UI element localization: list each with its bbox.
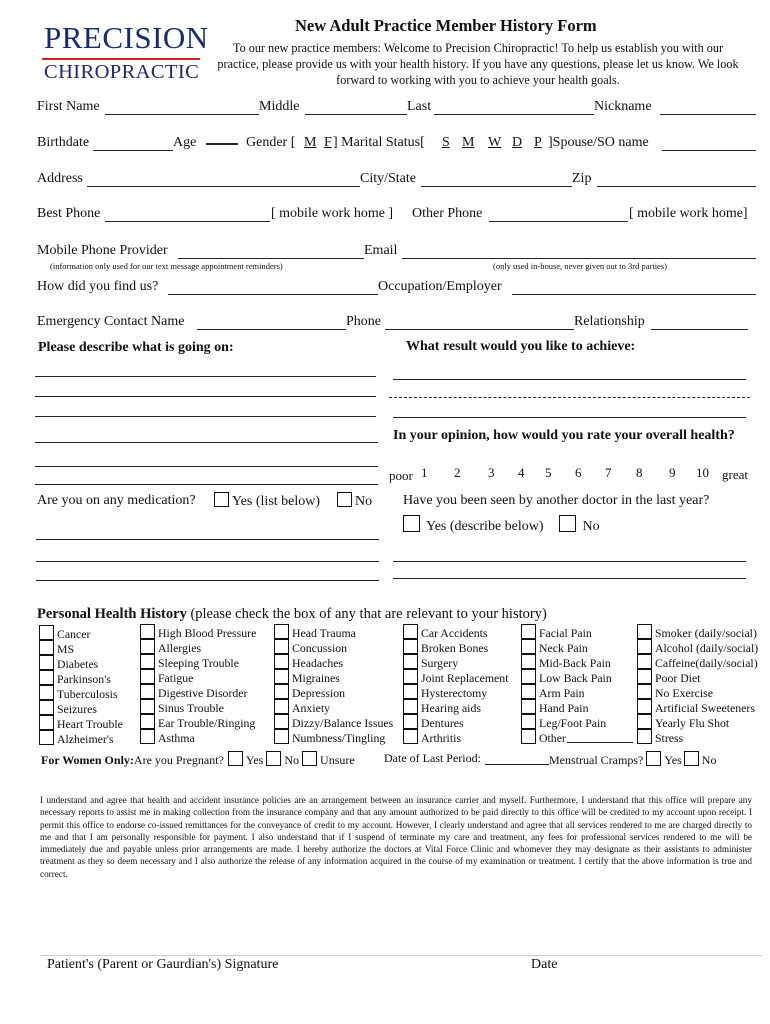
history-item[interactable] <box>39 640 123 655</box>
history-checkbox[interactable] <box>521 669 536 684</box>
rating-poor-label: poor <box>389 468 413 483</box>
emergency-phone-field[interactable] <box>385 329 574 330</box>
history-item[interactable] <box>521 639 612 654</box>
history-item-label: Digestive Disorder <box>158 686 248 700</box>
other-doctor-line[interactable] <box>393 578 746 579</box>
pregnant-yes-label: Yes <box>245 753 264 767</box>
history-item[interactable] <box>39 655 123 670</box>
history-column-4 <box>403 624 508 744</box>
nickname-field[interactable] <box>660 114 756 115</box>
signature-line[interactable] <box>40 955 762 956</box>
history-checkbox[interactable] <box>403 699 418 714</box>
birthdate-label: Birthdate <box>37 135 90 150</box>
history-item-label: Anxiety <box>292 701 331 715</box>
rating-3[interactable]: 3 <box>488 465 495 480</box>
history-item-label: Car Accidents <box>421 626 488 640</box>
history-item[interactable] <box>403 729 508 744</box>
history-item-label: Low Back Pain <box>539 671 612 685</box>
rating-2[interactable]: 2 <box>454 465 461 480</box>
history-checkbox[interactable] <box>274 714 289 729</box>
pregnant-no-label: No <box>284 753 300 767</box>
other-phone-field[interactable] <box>489 221 628 222</box>
middle-label: Middle <box>259 99 300 114</box>
history-item-label: Sinus Trouble <box>158 701 224 715</box>
history-item-label: Hand Pain <box>539 701 589 715</box>
history-checkbox[interactable] <box>39 655 54 670</box>
history-checkbox[interactable] <box>637 714 652 729</box>
history-item[interactable] <box>637 714 758 729</box>
emergency-contact-field[interactable] <box>197 329 346 330</box>
pregnant-unsure-label: Unsure <box>320 753 355 767</box>
history-checkbox[interactable] <box>140 669 155 684</box>
history-checkbox[interactable] <box>521 654 536 669</box>
history-item[interactable] <box>637 639 758 654</box>
other-doctor-no-option[interactable] <box>559 515 600 535</box>
health-history-heading <box>37 606 547 623</box>
spouse-label: ]Spouse/SO name <box>548 135 649 150</box>
rating-6[interactable]: 6 <box>575 465 582 480</box>
email-label: Email <box>364 243 398 258</box>
history-item[interactable] <box>274 684 393 699</box>
history-item-label: Seizures <box>57 702 97 716</box>
women-only-label: For Women Only: <box>41 753 134 767</box>
other-condition-field[interactable] <box>567 742 633 743</box>
history-item-label: Stress <box>655 731 684 745</box>
marital-p-option[interactable]: P <box>534 135 542 150</box>
history-item-label: Dizzy/Balance Issues <box>292 716 394 730</box>
cramps-yes-label: Yes <box>664 753 682 767</box>
logo-precision: PRECISION <box>44 20 209 55</box>
history-checkbox[interactable] <box>403 729 418 744</box>
health-rating-question: In your opinion, how would you rate your overall health? <box>393 428 735 443</box>
address-field[interactable] <box>87 186 360 187</box>
history-item[interactable] <box>140 639 256 654</box>
occupation-field[interactable] <box>512 294 756 295</box>
pregnant-question: Are you Pregnant? <box>133 753 224 767</box>
describe-line[interactable] <box>35 396 376 397</box>
history-item-label: Head Trauma <box>292 626 356 640</box>
cramps-no-label: No <box>701 753 717 767</box>
history-checkbox[interactable] <box>140 684 155 699</box>
history-checkbox[interactable] <box>140 624 155 639</box>
birthdate-field[interactable] <box>93 150 173 151</box>
other-doctor-line[interactable] <box>393 561 746 562</box>
history-item-label: Other <box>539 731 566 745</box>
history-item-label: Arthritis <box>421 731 461 745</box>
email-field[interactable] <box>402 258 756 259</box>
provider-note: (information only used for our text message appointment reminders) <box>50 261 283 271</box>
age-field[interactable] <box>206 143 238 145</box>
history-item-label: Diabetes <box>57 657 99 671</box>
history-item-label: Cancer <box>57 627 91 641</box>
history-item-label: Dentures <box>421 716 464 730</box>
history-checkbox[interactable] <box>274 699 289 714</box>
history-checkbox[interactable] <box>637 624 652 639</box>
history-item[interactable] <box>140 699 256 714</box>
medication-no-label: No <box>355 494 373 509</box>
history-item-label: Arm Pain <box>539 686 585 700</box>
history-item[interactable] <box>521 684 612 699</box>
result-heading: What result would you like to achieve: <box>406 339 636 354</box>
history-checkbox[interactable] <box>140 729 155 744</box>
history-item-label: Caffeine(daily/social) <box>655 656 758 670</box>
history-item[interactable] <box>521 714 612 729</box>
occupation-label: Occupation/Employer <box>378 279 502 294</box>
history-item[interactable] <box>140 654 256 669</box>
marital-s-option[interactable]: S <box>442 135 450 150</box>
relationship-field[interactable] <box>651 329 748 330</box>
history-checkbox[interactable] <box>521 714 536 729</box>
history-item-label: Heart Trouble <box>57 717 123 731</box>
history-item-label: Mid-Back Pain <box>539 656 611 670</box>
history-checkbox[interactable] <box>521 729 536 744</box>
cramps-question: Menstrual Cramps? <box>549 753 644 767</box>
history-item-label: Headaches <box>292 656 344 670</box>
rating-10[interactable]: 10 <box>696 465 709 480</box>
history-item[interactable] <box>274 669 393 684</box>
emergency-phone-label: Phone <box>346 314 381 329</box>
history-checkbox[interactable] <box>274 654 289 669</box>
history-item[interactable] <box>637 699 758 714</box>
history-item[interactable] <box>39 730 123 745</box>
cramps-yes-checkbox[interactable] <box>646 751 661 766</box>
history-checkbox[interactable] <box>403 714 418 729</box>
history-checkbox[interactable] <box>39 625 54 640</box>
history-checkbox[interactable] <box>274 669 289 684</box>
history-checkbox[interactable] <box>39 670 54 685</box>
history-checkbox[interactable] <box>521 684 536 699</box>
medication-no-checkbox[interactable] <box>337 492 352 507</box>
history-item[interactable] <box>140 729 256 744</box>
history-item[interactable] <box>403 624 508 639</box>
history-item-label: High Blood Pressure <box>158 626 257 640</box>
history-item-label: Poor Diet <box>655 671 701 685</box>
find-us-label: How did you find us? <box>37 279 159 294</box>
rating-5[interactable]: 5 <box>545 465 552 480</box>
history-item[interactable] <box>274 714 393 729</box>
history-checkbox[interactable] <box>274 729 289 744</box>
history-item-label: Joint Replacement <box>421 671 509 685</box>
history-checkbox[interactable] <box>274 684 289 699</box>
pregnant-unsure-checkbox[interactable] <box>302 751 317 766</box>
history-item[interactable] <box>274 699 393 714</box>
last-period-field[interactable] <box>485 764 549 765</box>
history-item-label: Asthma <box>158 731 195 745</box>
marital-w-option[interactable]: W <box>488 135 502 150</box>
rating-1[interactable]: 1 <box>421 465 428 480</box>
other-doctor-yes-label: Yes (describe below) <box>425 519 544 534</box>
zip-field[interactable] <box>597 186 756 187</box>
gender-label: Gender [ <box>246 135 296 150</box>
last-period-label: Date of Last Period: <box>384 751 481 765</box>
medication-line[interactable] <box>36 580 379 581</box>
history-checkbox[interactable] <box>39 640 54 655</box>
history-item-label: Hearing aids <box>421 701 481 715</box>
medication-question: Are you on any medication? <box>37 493 196 508</box>
intro-text: To our new practice members: Welcome to Precision Chiropractic! To help us establish you with our practice, please provide us with your health history. If you have any questions, please let us know. We look forward to working with you to achieve your health goals. <box>217 41 739 87</box>
pregnant-no-checkbox[interactable] <box>266 751 281 766</box>
history-item[interactable] <box>274 654 393 669</box>
history-item[interactable] <box>140 624 256 639</box>
history-item[interactable] <box>274 729 393 744</box>
other-doctor-question: Have you been seen by another doctor in the last year? <box>403 493 710 508</box>
history-checkbox[interactable] <box>403 669 418 684</box>
medication-yes-checkbox[interactable] <box>214 492 229 507</box>
other-doctor-yes-checkbox[interactable] <box>403 515 420 532</box>
history-item[interactable] <box>39 625 123 640</box>
history-checkbox[interactable] <box>39 715 54 730</box>
history-item-label: Alzheimer's <box>57 732 114 746</box>
history-checkbox[interactable] <box>274 639 289 654</box>
rating-great-label: great <box>722 467 748 482</box>
other-doctor-no-checkbox[interactable] <box>559 515 576 532</box>
history-item-label: Smoker (daily/social) <box>655 626 757 640</box>
history-checkbox[interactable] <box>39 700 54 715</box>
history-item[interactable] <box>403 639 508 654</box>
history-checkbox[interactable] <box>140 699 155 714</box>
describe-line[interactable] <box>35 466 378 467</box>
result-line[interactable] <box>393 379 746 380</box>
history-item-label: Hysterectomy <box>421 686 488 700</box>
mobile-provider-field[interactable] <box>178 258 364 259</box>
describe-line[interactable] <box>35 416 376 417</box>
history-checkbox[interactable] <box>274 624 289 639</box>
history-item-label: Sleeping Trouble <box>158 656 239 670</box>
history-item[interactable] <box>521 654 612 669</box>
rating-7[interactable]: 7 <box>605 465 612 480</box>
nickname-label: Nickname <box>594 99 652 114</box>
middle-field[interactable] <box>305 114 407 115</box>
history-column-5 <box>521 624 612 744</box>
history-item[interactable] <box>39 700 123 715</box>
history-item[interactable] <box>637 624 758 639</box>
address-label: Address <box>37 171 83 186</box>
history-item[interactable] <box>521 624 612 639</box>
health-history-subtitle: (please check the box of any that are relevant to your history) <box>186 606 547 622</box>
history-item-label: Parkinson's <box>57 672 111 686</box>
history-checkbox[interactable] <box>140 714 155 729</box>
history-item-label: Concussion <box>292 641 348 655</box>
history-item-label: Migraines <box>292 671 340 685</box>
pregnant-yes-checkbox[interactable] <box>228 751 243 766</box>
history-item-label: Surgery <box>421 656 459 670</box>
history-column-1 <box>39 625 123 745</box>
history-item-label: Neck Pain <box>539 641 588 655</box>
history-item[interactable] <box>140 714 256 729</box>
last-label: Last <box>407 99 432 114</box>
history-column-3 <box>274 624 393 744</box>
history-item[interactable] <box>274 639 393 654</box>
result-line[interactable] <box>389 397 750 398</box>
describe-heading: Please describe what is going on: <box>38 340 234 355</box>
history-item-label: Broken Bones <box>421 641 489 655</box>
rating-4[interactable]: 4 <box>518 465 525 480</box>
marital-d-option[interactable]: D <box>512 135 523 150</box>
history-checkbox[interactable] <box>140 639 155 654</box>
history-item[interactable] <box>39 715 123 730</box>
history-item[interactable] <box>403 714 508 729</box>
history-item[interactable] <box>274 624 393 639</box>
history-item-label: Numbness/Tingling <box>292 731 386 745</box>
cramps-no-checkbox[interactable] <box>684 751 699 766</box>
emergency-contact-label: Emergency Contact Name <box>37 314 185 329</box>
best-phone-type-options[interactable]: [ mobile work home ] <box>271 206 394 221</box>
medication-no-option[interactable] <box>337 492 372 510</box>
history-item[interactable] <box>403 699 508 714</box>
spouse-field[interactable] <box>662 150 756 151</box>
history-checkbox[interactable] <box>140 654 155 669</box>
history-checkbox[interactable] <box>39 685 54 700</box>
first-name-field[interactable] <box>105 114 259 115</box>
email-note: (only used in-house, never given out to 3rd parties) <box>493 261 667 271</box>
history-item[interactable] <box>403 669 508 684</box>
history-item-label: Ear Trouble/Ringing <box>158 716 256 730</box>
history-item-label: Alcohol (daily/social) <box>655 641 759 655</box>
history-item-label: Artificial Sweeteners <box>655 701 755 715</box>
history-item[interactable] <box>140 684 256 699</box>
other-doctor-no-label: No <box>582 519 600 534</box>
history-item-label: Leg/Foot Pain <box>539 716 607 730</box>
rating-8[interactable]: 8 <box>636 465 643 480</box>
age-label: Age <box>173 135 197 150</box>
marital-status-label: ] Marital Status[ <box>333 135 425 150</box>
history-item-label: Yearly Flu Shot <box>655 716 730 730</box>
women-only-row <box>41 751 355 768</box>
history-item-label: Depression <box>292 686 346 700</box>
result-line[interactable] <box>393 417 746 418</box>
history-item-label: Tuberculosis <box>57 687 118 701</box>
history-item-label: MS <box>57 642 75 656</box>
medication-yes-label: Yes (list below) <box>232 494 321 509</box>
city-state-field[interactable] <box>421 186 572 187</box>
history-item[interactable] <box>39 670 123 685</box>
other-doctor-yes-option[interactable] <box>403 515 544 535</box>
history-item-label: Allergies <box>158 641 202 655</box>
first-name-label: First Name <box>37 99 100 114</box>
find-us-field[interactable] <box>168 294 378 295</box>
history-checkbox[interactable] <box>637 684 652 699</box>
history-checkbox[interactable] <box>39 730 54 745</box>
history-checkbox[interactable] <box>637 699 652 714</box>
history-item-label: No Exercise <box>655 686 713 700</box>
history-checkbox[interactable] <box>521 699 536 714</box>
legal-agreement-text: I understand and agree that health and accident insurance policies are an arrangement between an insurance carrier and myself. Furthermore, I understand that this office will prepare any necessary reports to assist me in making collection from the insurance company and that any amount authorized to be paid directly to this office will be credited to my account upon receipt. I permit this office to endorse co-issued remittances for the conveyance of credit to my account. However, I clearly understand and agree that all services rendered to me are charged directly to me and that I am personally responsible for payment. I also understand that if I suspend of terminate my care and treatment, any fees for professional services rendered to me will be immediately due and payable unless prior arrangements are made. I hereby authorize the doctors at Vital Force Clinic and whomever they may designate as their assistants to administer treatment as they so deem necessary and I also authorize the release of any information acquired in the course of my examination or treatment. I certify that the above information is true and correct. <box>40 795 752 879</box>
other-phone-type-options[interactable]: [ mobile work home] <box>629 206 748 221</box>
history-checkbox[interactable] <box>637 669 652 684</box>
history-checkbox[interactable] <box>521 639 536 654</box>
gender-f-option[interactable]: F <box>324 135 332 150</box>
mobile-provider-label: Mobile Phone Provider <box>37 243 168 258</box>
medication-line[interactable] <box>36 561 379 562</box>
history-item[interactable] <box>637 669 758 684</box>
history-checkbox[interactable] <box>637 654 652 669</box>
date-label: Date <box>531 957 558 972</box>
history-checkbox[interactable] <box>403 654 418 669</box>
cramps-row <box>549 751 716 768</box>
history-item[interactable] <box>140 669 256 684</box>
other-phone-label: Other Phone <box>412 206 483 221</box>
history-item[interactable] <box>637 684 758 699</box>
medication-yes-option[interactable] <box>214 492 320 510</box>
describe-line[interactable] <box>35 442 378 443</box>
signature-label: Patient's (Parent or Gaurdian's) Signature <box>47 957 279 972</box>
logo-chiropractic: CHIROPRACTIC <box>44 61 200 83</box>
history-item[interactable] <box>637 729 758 744</box>
history-item[interactable] <box>403 654 508 669</box>
relationship-label: Relationship <box>574 314 645 329</box>
history-checkbox[interactable] <box>403 639 418 654</box>
best-phone-field[interactable] <box>105 221 270 222</box>
history-item[interactable] <box>637 654 758 669</box>
form-title: New Adult Practice Member History Form <box>295 16 597 35</box>
history-checkbox[interactable] <box>637 729 652 744</box>
history-checkbox[interactable] <box>637 639 652 654</box>
rating-9[interactable]: 9 <box>669 465 676 480</box>
history-column-6 <box>637 624 758 744</box>
health-history-title: Personal Health History <box>37 606 187 622</box>
history-checkbox[interactable] <box>403 684 418 699</box>
history-item[interactable] <box>521 669 612 684</box>
best-phone-label: Best Phone <box>37 206 101 221</box>
medication-line[interactable] <box>36 539 379 540</box>
marital-m-option[interactable]: M <box>462 135 475 150</box>
city-state-label: City/State <box>360 171 416 186</box>
history-item[interactable] <box>403 684 508 699</box>
history-column-2 <box>140 624 256 744</box>
history-checkbox[interactable] <box>403 624 418 639</box>
history-item-label: Facial Pain <box>539 626 592 640</box>
gender-m-option[interactable]: M <box>304 135 317 150</box>
describe-line[interactable] <box>35 484 378 485</box>
history-item[interactable] <box>39 685 123 700</box>
zip-label: Zip <box>572 171 592 186</box>
describe-line[interactable] <box>35 376 376 377</box>
history-checkbox[interactable] <box>521 624 536 639</box>
last-name-field[interactable] <box>434 114 594 115</box>
history-item-label: Fatigue <box>158 671 194 685</box>
history-item[interactable] <box>521 699 612 714</box>
logo-divider <box>42 58 200 60</box>
